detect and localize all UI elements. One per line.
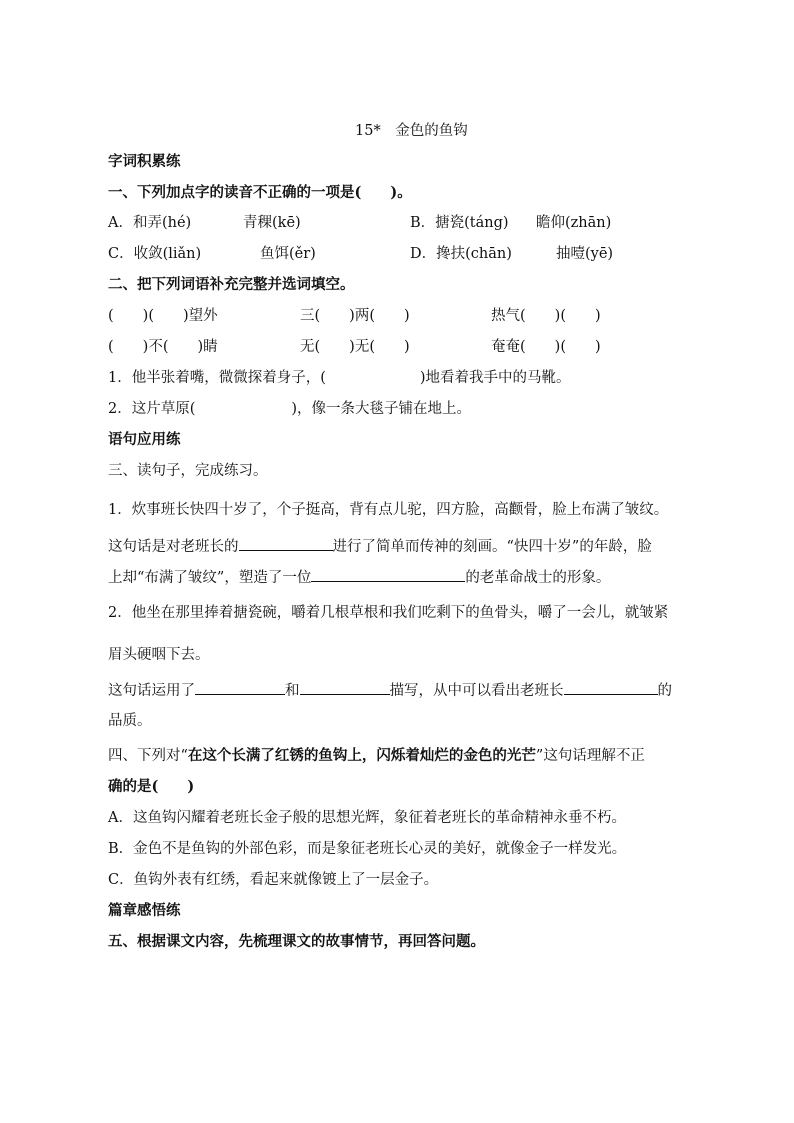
q4-suffix: ”这句话理解不正 — [535, 748, 645, 764]
q2-sentence-2-before: 2．这片草原( — [108, 401, 196, 417]
question-5-stem: 五、根据课文内容，先梳理课文的故事情节，再回答问题。 — [108, 933, 485, 950]
answer-blank[interactable] — [300, 680, 390, 695]
answer-blank[interactable] — [239, 536, 333, 551]
q2-sentence-1 — [108, 368, 571, 388]
q2-idiom-4: ( )不( )睛 — [108, 339, 218, 355]
q3-sentence-2-line1: 2．他坐在那里捧着搪瓷碗，嚼着几根草根和我们吃剩下的鱼骨头，嚼了一会儿，就皱紧 — [108, 605, 669, 621]
q2-idiom-3: 热气( )( ) — [491, 308, 601, 324]
q3-task-1-text-b: 进行了简单而传神的刻画。“快四十岁”的年龄，脸 — [332, 539, 652, 555]
q2-idiom-6: 奄奄( )( ) — [491, 339, 601, 355]
q3-task-2-text-a: 这句话运用了 — [108, 683, 195, 699]
q2-sentence-1-before: 1．他半张着嘴，微微探着身子，( — [108, 370, 326, 386]
q3-task-2-text-d: 的 — [657, 683, 672, 699]
q3-task-2-text-c: 描写，从中可以看出老班长 — [389, 683, 564, 699]
q3-task-2-text-b: 和 — [285, 683, 300, 699]
answer-blank[interactable] — [311, 567, 465, 582]
q3-task-2-line2: 品质。 — [108, 713, 152, 729]
q1-option-b-word2: 瞻仰(zhān) — [536, 215, 612, 231]
q4-option-a: A．这鱼钩闪耀着老班长金子般的思想光辉，象征着老班长的革命精神永垂不朽。 — [108, 810, 626, 826]
q4-prefix: 四、下列对“ — [108, 748, 188, 764]
answer-blank[interactable] — [564, 680, 658, 695]
q4-option-c: C．鱼钩外表有红绣，看起来就像镀上了一层金子。 — [108, 872, 439, 888]
q2-idiom-5: 无( )无( ) — [300, 339, 410, 355]
question-2-stem: 二、把下列词语补充完整并选词填空。 — [108, 276, 355, 293]
question-1-stem: 一、下列加点字的读音不正确的一项是( )。 — [108, 184, 412, 201]
q3-task-1-text-d: 的老革命战士的形象。 — [465, 570, 611, 586]
q1-option-d: D．搀扶(chān) — [410, 246, 512, 262]
q3-task-1-text-c: 上却“布满了皱纹”，塑造了一位 — [108, 570, 312, 586]
q1-option-a-word2: 青稞(kē) — [243, 215, 301, 231]
question-3-stem: 三、读句子，完成练习。 — [108, 463, 268, 479]
q2-sentence-2 — [108, 399, 471, 419]
question-4-line1 — [108, 746, 645, 766]
q3-task-1-line2 — [108, 567, 610, 588]
q1-option-d-word2: 抽噎(yē) — [556, 246, 614, 262]
q2-idiom-1: ( )( )望外 — [108, 308, 218, 324]
q1-option-b: B．搪瓷(táng) — [410, 215, 509, 231]
q4-quote: 在这个长满了红锈的鱼钩上，闪烁着灿烂的金色的光芒 — [187, 747, 536, 764]
section-heading-passage: 篇章感悟练 — [108, 902, 181, 919]
q3-sentence-1: 1．炊事班长快四十岁了，个子挺高，背有点儿驼，四方脸，高颧骨，脸上布满了皱纹。 — [108, 502, 669, 518]
q3-sentence-2-line2: 眉头硬咽下去。 — [108, 647, 210, 663]
page-title: 15* 金色的鱼钩 — [355, 123, 468, 139]
q4-option-b: B．金色不是鱼钩的外部色彩，而是象征老班长心灵的美好，就像金子一样发光。 — [108, 841, 627, 857]
section-heading-sentences: 语句应用练 — [108, 431, 181, 448]
q2-idiom-2: 三( )两( ) — [300, 308, 410, 324]
q3-task-1-text-a: 这句话是对老班长的 — [108, 539, 239, 555]
q1-option-c-word2: 鱼饵(ěr) — [260, 246, 316, 262]
answer-blank[interactable] — [195, 680, 285, 695]
q1-option-a: A．和弄(hé) — [108, 215, 192, 231]
q2-sentence-1-after: )地看着我手中的马靴。 — [419, 370, 571, 386]
q3-task-1-line1 — [108, 536, 652, 557]
section-heading-vocabulary: 字词积累练 — [108, 153, 181, 170]
question-4-line2: 确的是( ) — [108, 778, 195, 795]
q2-sentence-2-after: )，像一条大毯子铺在地上。 — [291, 401, 472, 417]
q1-option-c: C．收敛(liǎn) — [108, 246, 202, 262]
q3-task-2-line1 — [108, 680, 672, 701]
